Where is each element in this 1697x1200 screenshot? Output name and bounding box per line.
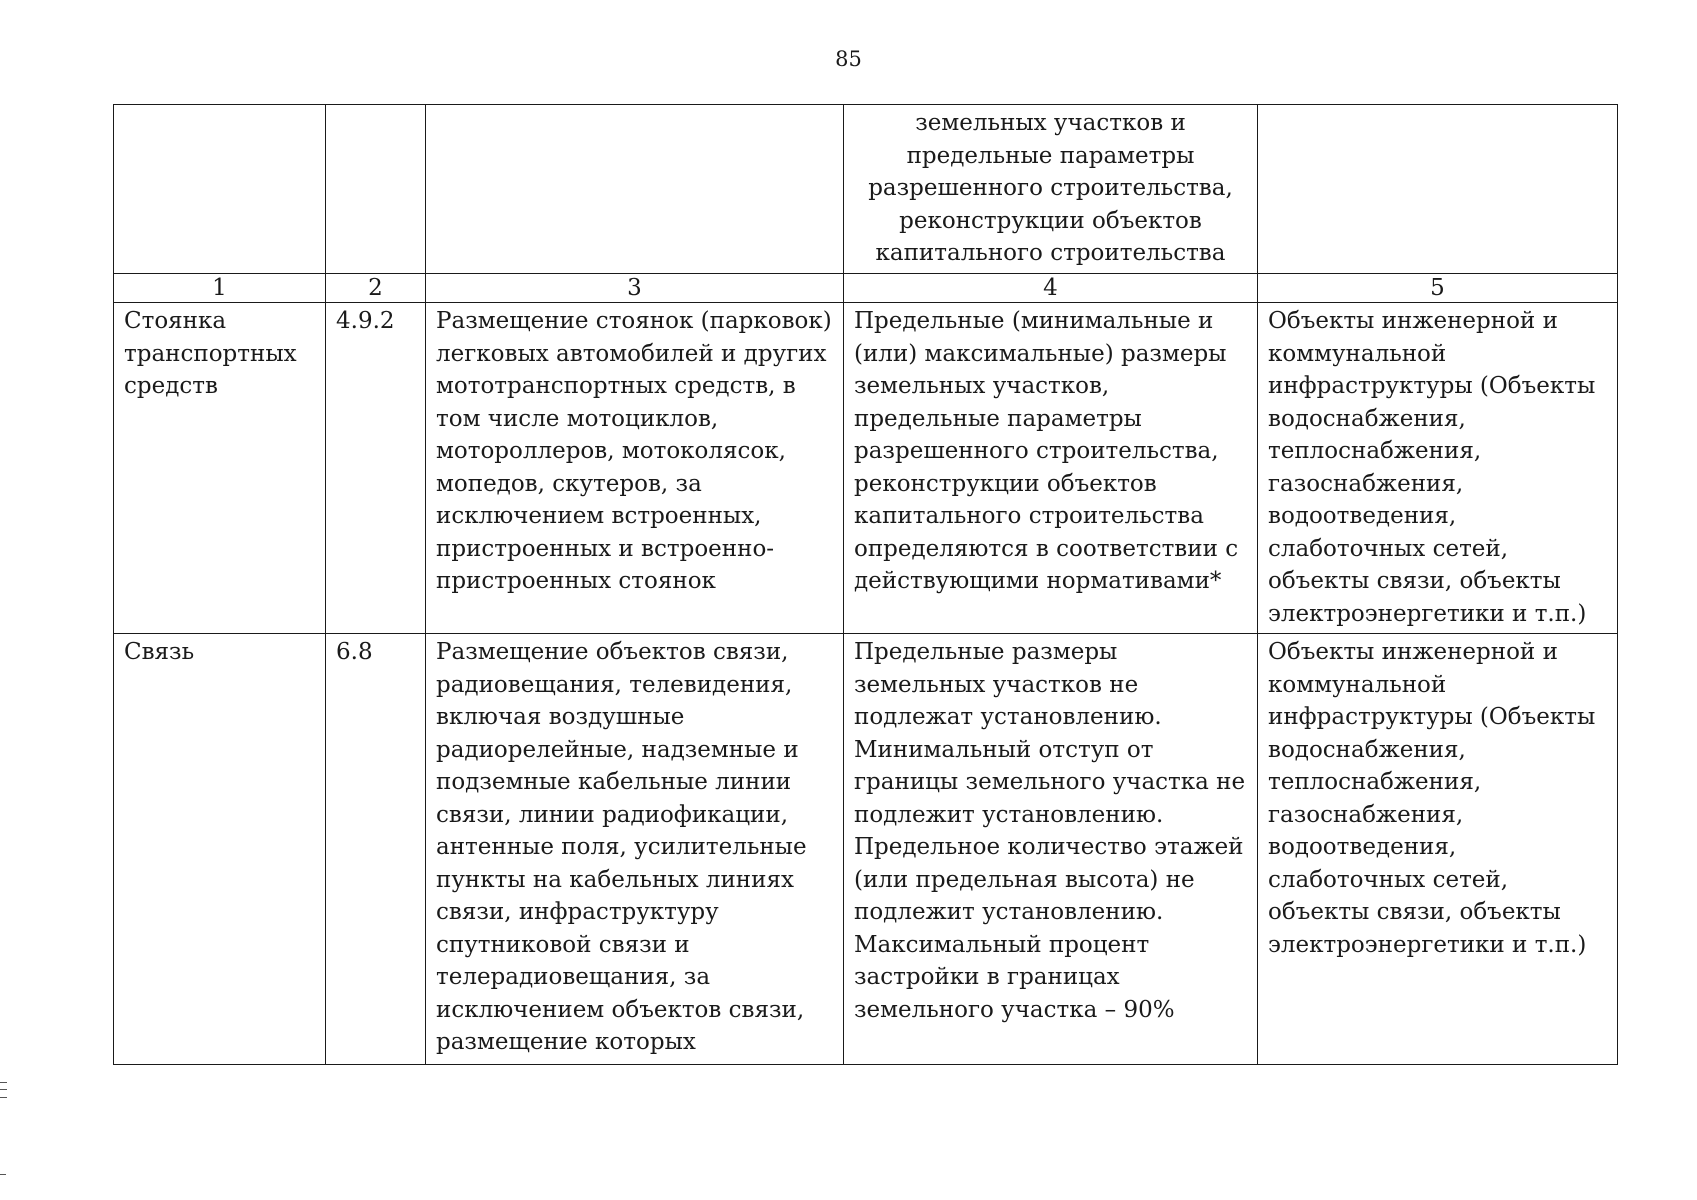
- column-numbers-row: [114, 274, 1618, 303]
- use-description-cell: Размещение объектов связи, радиовещания, телевидения, включая воздушные радиорелейные, надземные и подземные кабельные линии связи, линии радиофикации, антенные поля, усилительные пункты на кабельных линиях связи, инфраструктуру спутниковой связи и телерадиовещания, за исключением объектов связи, размещение которых: [426, 634, 844, 1065]
- use-name-cell: Связь: [114, 634, 326, 1065]
- parameters-cell: Предельные размеры земельных участков не подлежат установлению. Минимальный отступ от границы земельного участка не подлежит установлению. Предельное количество этажей (или предельная высота) не подлежит установлению. Максимальный процент застройки в границах земельного участка – 90%: [844, 634, 1258, 1065]
- column-number: 1: [114, 274, 326, 303]
- objects-cell: Объекты инженерной и коммунальной инфраструктуры (Объекты водоснабжения, теплоснабжения, газоснабжения, водоотведения, слаботочных сетей, объекты связи, объекты электроэнергетики и т.п.): [1258, 634, 1618, 1065]
- scan-margin-mark: [0, 1082, 7, 1098]
- cont-cell-1: [114, 105, 326, 274]
- table-continued-header-row: [114, 105, 1618, 274]
- cont-cell-5: [1258, 105, 1618, 274]
- column-number: 3: [426, 274, 844, 303]
- page-number: 85: [835, 47, 862, 71]
- use-name-cell: Стоянка транспортных средств: [114, 303, 326, 634]
- column-number: 5: [1258, 274, 1618, 303]
- cont-cell-3: [426, 105, 844, 274]
- cont-cell-4: земельных участков и предельные параметры разрешенного строительства, реконструкции объектов капитального строительства: [844, 105, 1258, 274]
- column-number: 4: [844, 274, 1258, 303]
- cont-cell-2: [326, 105, 426, 274]
- column-number: 2: [326, 274, 426, 303]
- table-row: [114, 634, 1618, 1065]
- use-description-cell: Размещение стоянок (парковок) легковых автомобилей и других мототранспортных средств, в том числе мотоциклов, мотороллеров, мотоколясок, мопедов, скутеров, за исключением встроенных, пристроенных и встроенно- пристроенных стоянок: [426, 303, 844, 634]
- table-row: [114, 303, 1618, 634]
- parameters-cell: Предельные (минимальные и (или) максимальные) размеры земельных участков, предельные параметры разрешенного строительства, реконструкции объектов капитального строительства определяются в соответствии с действующими нормативами*: [844, 303, 1258, 634]
- use-code-cell: 6.8: [326, 634, 426, 1065]
- objects-cell: Объекты инженерной и коммунальной инфраструктуры (Объекты водоснабжения, теплоснабжения, газоснабжения, водоотведения, слаботочных сетей, объекты связи, объекты электроэнергетики и т.п.): [1258, 303, 1618, 634]
- scan-margin-dash: [0, 1174, 6, 1175]
- use-code-cell: 4.9.2: [326, 303, 426, 634]
- zoning-table: [113, 104, 1618, 1065]
